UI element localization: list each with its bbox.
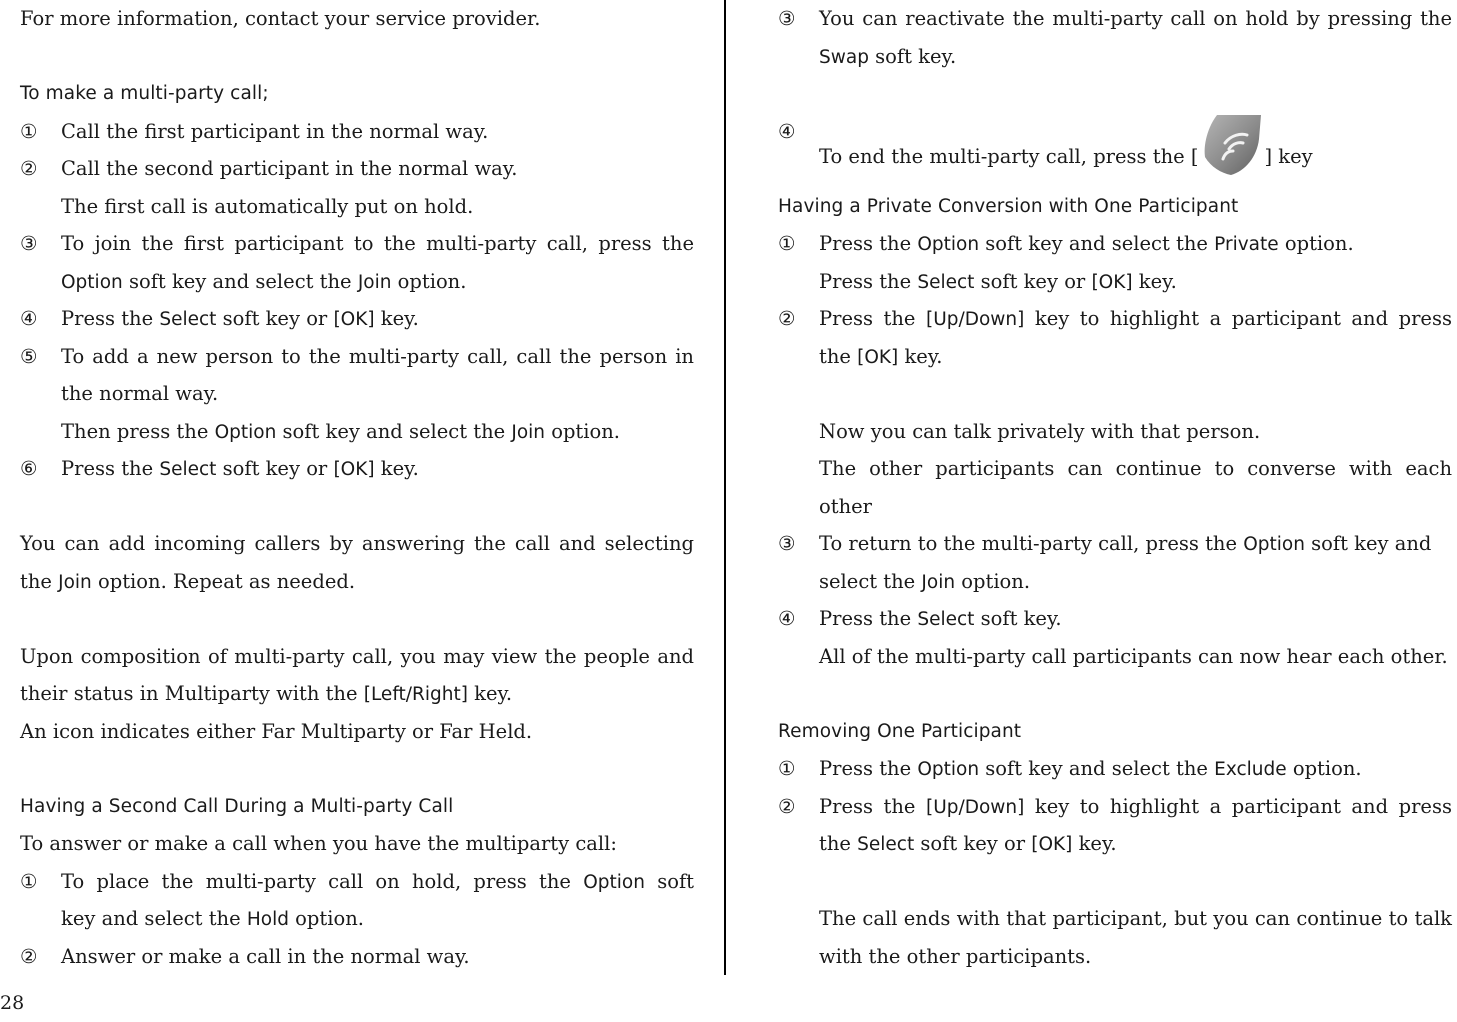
step-number: ⑥ — [20, 457, 38, 480]
list-item: ④ Press the Select soft key or [OK] key. — [20, 300, 694, 338]
list-item: ③ To return to the multi-party call, press the Option soft key and — [778, 525, 1452, 563]
step-number: ① — [20, 869, 38, 893]
list-item-note: with the other participants. — [819, 944, 1092, 968]
step-number: ② — [20, 944, 38, 968]
section-heading-make-call: To make a multi-party call; — [20, 83, 269, 104]
list-item-continuation: the [OK] key. — [819, 344, 943, 368]
section-heading-remove: Removing One Participant — [778, 720, 1022, 742]
list-item: ① Press the Option soft key and select the Private option. — [778, 225, 1452, 263]
list-item-continuation: select the Join option. — [819, 569, 1031, 593]
list-item: ④ Press the Select soft key. — [778, 600, 1452, 638]
end-call-key-icon — [1201, 113, 1263, 177]
step-number: ① — [20, 119, 38, 143]
step-number: ④ — [20, 307, 38, 330]
step-number: ③ — [20, 232, 38, 255]
paragraph-composition: Upon composition of multi-party call, you may view the people and — [20, 644, 694, 668]
list-item: ⑤ To add a new person to the multi-party call, call the person in — [20, 338, 694, 376]
list-item: ① Press the Option soft key and select the Exclude option. — [778, 750, 1452, 788]
list-item: ③ You can reactivate the multi-party call on hold by pressing the — [778, 0, 1452, 38]
paragraph-composition-icon: An icon indicates either Far Multiparty or Far Held. — [20, 719, 533, 743]
step-number: ② — [20, 157, 38, 180]
intro-text: For more information, contact your service provider. — [20, 7, 541, 30]
step-number: ④ — [778, 119, 796, 143]
list-item-note: The other participants can continue to converse with each — [819, 457, 1452, 480]
paragraph-incoming: You can add incoming callers by answering the call and selecting — [20, 532, 694, 555]
column-divider — [724, 0, 726, 975]
list-item-continuation: key and select the Hold option. — [61, 907, 364, 930]
left-column — [20, 0, 694, 975]
step-number: ⑤ — [20, 344, 38, 368]
list-item: ② Press the [Up/Down] key to highlight a participant and press — [778, 300, 1452, 338]
step-number: ① — [778, 232, 796, 255]
list-item: ① Call the first participant in the normal way. — [20, 113, 694, 151]
step-number: ② — [778, 307, 796, 330]
list-item: ② Answer or make a call in the normal way. — [20, 938, 694, 976]
right-column — [778, 0, 1452, 975]
step-number: ③ — [778, 532, 796, 555]
list-item: ② Press the [Up/Down] key to highlight a participant and press — [778, 788, 1452, 826]
list-item-note: The call ends with that participant, but you can continue to talk — [819, 907, 1452, 930]
list-item-note: Then press the Option soft key and select the Join option. — [61, 419, 621, 443]
paragraph-composition-cont: their status in Multiparty with the [Left/Right] key. — [20, 682, 513, 705]
list-item-continuation: Press the Select soft key or [OK] key. — [819, 269, 1177, 293]
list-item-continuation: the Select soft key or [OK] key. — [819, 832, 1117, 855]
section-heading-private: Having a Private Conversion with One Participant — [778, 195, 1239, 217]
list-item-note: The first call is automatically put on hold. — [61, 194, 474, 218]
list-item: ⑥ Press the Select soft key or [OK] key. — [20, 450, 694, 488]
list-item: ② Call the second participant in the normal way. — [20, 150, 694, 188]
list-item-continuation: the normal way. — [61, 382, 219, 405]
list-item-note: Now you can talk privately with that person. — [819, 419, 1261, 443]
list-item-note: All of the multi-party call participants can now hear each other. — [819, 644, 1448, 668]
step-number: ① — [778, 757, 796, 780]
step-number: ② — [778, 794, 796, 818]
page-number: 28 — [0, 992, 25, 1014]
paragraph-incoming-cont: the Join option. Repeat as needed. — [20, 569, 356, 593]
step-number: ④ — [778, 607, 796, 630]
section-heading-second-call: Having a Second Call During a Multi-party Call — [20, 795, 454, 817]
second-call-intro: To answer or make a call when you have the multiparty call: — [20, 832, 617, 855]
list-item-continuation: Option soft key and select the Join option. — [61, 269, 467, 293]
list-item: ① To place the multi-party call on hold, press the Option soft — [20, 863, 694, 901]
list-item: ④ To end the multi-party call, press the [ ] key — [778, 113, 1452, 151]
list-item-continuation: Swap soft key. — [819, 44, 957, 68]
step-number: ③ — [778, 7, 796, 30]
list-item: ③ To join the first participant to the multi-party call, press the — [20, 225, 694, 263]
list-item-note: other — [819, 494, 872, 518]
